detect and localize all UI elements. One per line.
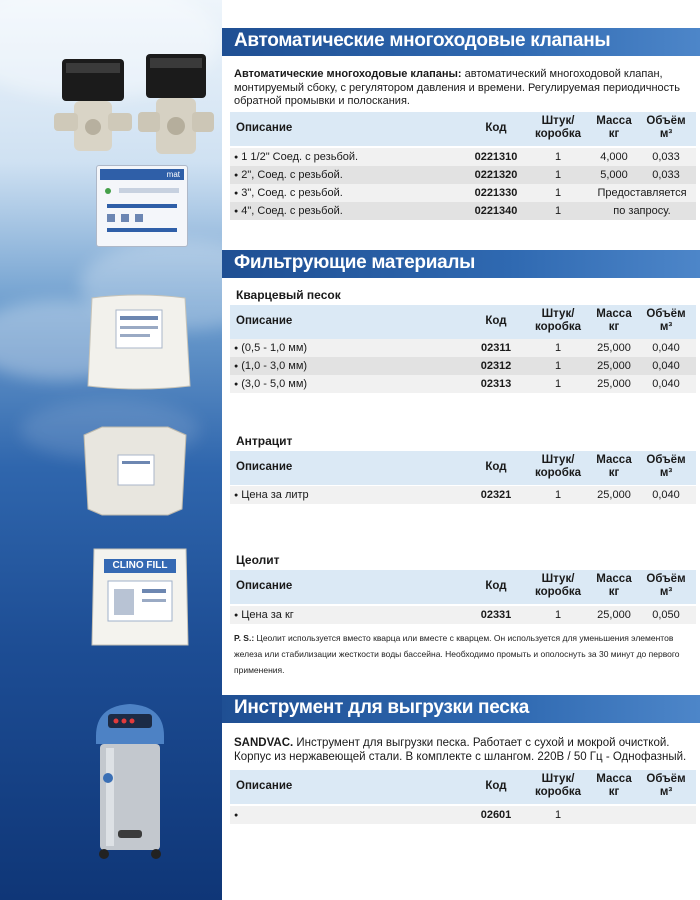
ps-text: Цеолит используется вместо кварца или вместе с кварцем. Он используется для уменьшения элементов железа или стабилизации жесткости воды бассейна. Необходимо промыть и ополоснуть за 30 минут до первого применения. bbox=[234, 633, 680, 675]
table-row: ● (0,5 - 1,0 мм) 02311 1 25,000 0,040 bbox=[230, 339, 696, 357]
controller-header bbox=[100, 169, 184, 180]
table-row: ● 4", Соед. с резьбой. 0221340 1 по запросу. bbox=[230, 202, 696, 220]
table-row: ● Цена за литр 02321 1 25,000 0,040 bbox=[230, 486, 696, 504]
sandvac-intro-bold: SANDVAC. bbox=[234, 737, 294, 749]
valves-intro-text: автоматический многоходовой клапан, монтируемый сбоку, с регулятором давления и времени. Регулируемая периодичность обратной промывки и полоскания. bbox=[234, 68, 680, 107]
zeolite-subtitle: Цеолит bbox=[236, 553, 280, 567]
table-row: ● 2", Соед. с резьбой. 0221320 1 5,000 0,033 bbox=[230, 166, 696, 184]
valves-section-title: Автоматические многоходовые клапаны bbox=[234, 30, 611, 51]
valves-intro-bold: Автоматические многоходовые клапаны: bbox=[234, 68, 462, 80]
sandvac-section-title-bar bbox=[222, 695, 700, 723]
header-volume: Объём м³ bbox=[646, 115, 686, 140]
table-row: ● 3", Соед. с резьбой. 0221330 1 Предоставляется bbox=[230, 184, 696, 202]
header-code: Код bbox=[485, 122, 507, 134]
table-row: ● (3,0 - 5,0 мм) 02313 1 25,000 0,040 bbox=[230, 375, 696, 393]
sandvac-section-title: Инструмент для выгрузки песка bbox=[234, 697, 529, 718]
header-qty: Штук/ коробка bbox=[535, 115, 581, 140]
filters-section-title-bar bbox=[222, 250, 700, 278]
sandvac-vacuum-image bbox=[88, 700, 172, 860]
valve-image-2 bbox=[136, 50, 216, 160]
valves-section-title-bar bbox=[222, 28, 700, 56]
header-description: Описание bbox=[236, 122, 293, 134]
anthracite-bag-image bbox=[80, 425, 190, 517]
ps-label: P. S.: bbox=[234, 633, 255, 643]
valves-table-header bbox=[230, 112, 696, 146]
valve-image-1 bbox=[52, 55, 134, 155]
zeolite-table-header: Описание Код Штук/ коробка Масса кг Объём м³ bbox=[230, 570, 696, 604]
sandvac-table-header: Описание Код Штук/ коробка Масса кг Объём м³ bbox=[230, 770, 696, 804]
controller-label: mat bbox=[166, 170, 180, 179]
zeolite-bag-image bbox=[90, 545, 190, 649]
anthracite-subtitle: Антрацит bbox=[236, 434, 293, 448]
table-row: ● (1,0 - 3,0 мм) 02312 1 25,000 0,040 bbox=[230, 357, 696, 375]
anthracite-table-header: Описание Код Штук/ коробка Масса кг Объём м³ bbox=[230, 451, 696, 485]
valves-intro bbox=[234, 68, 694, 109]
sandvac-intro bbox=[234, 736, 694, 764]
table-row: ● 02601 1 bbox=[230, 806, 696, 824]
sandvac-intro-text: Инструмент для выгрузки песка. Работает с сухой и мокрой очисткой. Корпус из нержавеющей стали. В комплекте с шлангом. 220В / 50 Гц - Однофазный. bbox=[234, 737, 687, 763]
zeolite-ps-note bbox=[234, 630, 694, 678]
table-row: ● Цена за кг 02331 1 25,000 0,050 bbox=[230, 606, 696, 624]
controller-panel-image bbox=[96, 165, 188, 247]
quartz-subtitle: Кварцевый песок bbox=[236, 288, 341, 302]
zeolite-bag-label: CLINO FILL bbox=[112, 560, 168, 571]
header-mass: Масса кг bbox=[596, 115, 632, 140]
quartz-table-header: Описание Код Штук/ коробка Масса кг Объём м³ bbox=[230, 305, 696, 339]
table-row: ● 1 1/2" Соед. с резьбой. 0221310 1 4,000 0,033 bbox=[230, 148, 696, 166]
quartz-sand-bag-image bbox=[86, 292, 191, 392]
filters-section-title: Фильтрующие материалы bbox=[234, 252, 476, 273]
